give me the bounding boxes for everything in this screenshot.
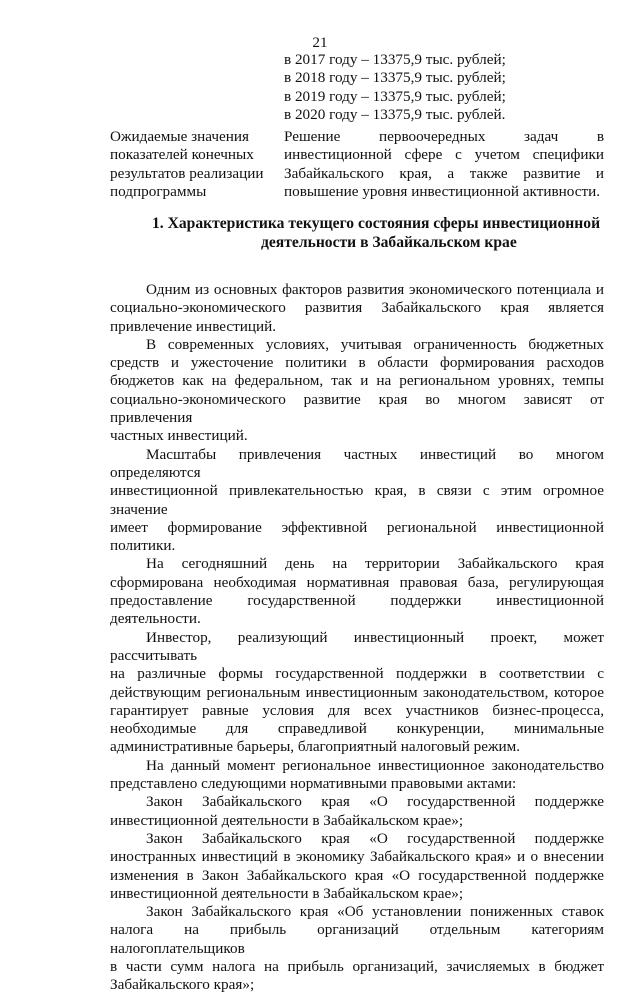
body-paragraph (110, 830, 604, 903)
paragraph-line: изменения в Закон Забайкальского края «О государственной поддержке (110, 866, 604, 884)
section-heading (110, 214, 604, 252)
paragraph-line: социально-экономического развития Забайкальского края является (110, 299, 604, 317)
expected-label-line: результатов реализации (110, 164, 264, 182)
section-heading-line-2: деятельности в Забайкальском крае (261, 234, 517, 251)
paragraph-line: Закон Забайкальского края «О государственной поддержке (146, 829, 604, 847)
funding-year-2017: в 2017 году – 13375,9 тыс. рублей; (284, 51, 506, 68)
paragraph-line: предоставление государственной поддержки инвестиционной деятельности. (110, 592, 604, 628)
paragraph-line: имеет формирование эффективной региональной инвестиционной политики. (110, 518, 604, 555)
body-paragraph (110, 281, 604, 336)
section-heading-line-1: 1. Характеристика текущего состояния сферы инвестиционной (152, 215, 601, 232)
paragraph-line: На данный момент региональное инвестиционное законодательство (146, 756, 604, 774)
paragraph-line: Одним из основных факторов развития экономического потенциала и (146, 281, 604, 298)
expected-label-line: показателей конечных (110, 146, 254, 164)
paragraph-line: частных инвестиций. (110, 427, 248, 445)
body-text (110, 281, 604, 995)
paragraph-line: инвестиционной деятельности в Забайкальском крае»; (110, 884, 464, 902)
paragraph-line: на различные формы государственной поддержки в соответствии с (110, 665, 604, 683)
expected-label-line: подпрограммы (110, 182, 207, 200)
expected-text-line: инвестиционной сфере с учетом специфики (284, 146, 604, 164)
body-paragraph (110, 793, 604, 830)
expected-results-label (110, 128, 275, 201)
paragraph-line: Забайкальского края»; (110, 976, 255, 994)
expected-text-line: Решение первоочередных задач в (284, 128, 604, 145)
page-number: 21 (312, 34, 328, 51)
paragraph-line: социально-экономического развитие края во многом зависят от привлечения (110, 390, 604, 427)
paragraph-line: средств и ужесточение политики в области формирования расходов (110, 354, 604, 372)
funding-year-2020: в 2020 году – 13375,9 тыс. рублей. (284, 105, 506, 123)
paragraph-line: Масштабы привлечения частных инвестиций во многом определяются (110, 445, 604, 481)
body-paragraph (110, 757, 604, 794)
paragraph-line: Закон Забайкальского края «О государственной поддержке (146, 793, 604, 811)
body-paragraph (110, 555, 604, 628)
paragraph-line: действующим региональным инвестиционным законодательством, которое (110, 683, 604, 701)
expected-label-line: Ожидаемые значения (110, 128, 250, 145)
paragraph-line: Закон Забайкальского края «Об установлении пониженных ставок (146, 903, 604, 921)
paragraph-line: привлечение инвестиций. (110, 317, 277, 335)
paragraph-line: В современных условиях, учитывая ограниченность бюджетных (146, 335, 604, 353)
body-paragraph (110, 629, 604, 757)
funding-by-year (284, 51, 604, 124)
paragraph-line: представлено следующими нормативными правовыми актами: (110, 775, 517, 793)
funding-year-2019: в 2019 году – 13375,9 тыс. рублей; (284, 87, 506, 105)
body-paragraph (110, 336, 604, 446)
paragraph-line: налога на прибыль организаций отдельным категориям налогоплательщиков (110, 921, 604, 957)
body-paragraph (110, 446, 604, 556)
paragraph-line: сформирована необходимая нормативная правовая база, регулирующая (110, 573, 604, 591)
paragraph-line: Инвестор, реализующий инвестиционный проект, может рассчитывать (110, 628, 604, 664)
expected-text-line: Забайкальского края, а также развитие и (284, 164, 604, 182)
paragraph-line: бюджетов как на федеральном, так и на региональном уровнях, темпы (110, 372, 604, 390)
expected-text-line: повышение уровня инвестиционной активности. (284, 182, 601, 200)
paragraph-line: в части сумм налога на прибыль организаций, зачисляемых в бюджет (110, 957, 604, 975)
paragraph-line: административные барьеры, благоприятный налоговый режим. (110, 738, 521, 756)
paragraph-line: иностранных инвестиций в экономику Забайкальского края» и о внесении (110, 848, 604, 866)
expected-results-text (284, 128, 604, 201)
body-paragraph (110, 903, 604, 994)
funding-year-2018: в 2018 году – 13375,9 тыс. рублей; (284, 69, 506, 87)
paragraph-line: инвестиционной привлекательностью края, в связи с этим огромное значение (110, 482, 604, 518)
paragraph-line: На сегодняшний день на территории Забайкальского края (146, 555, 604, 573)
paragraph-line: гарантирует равные условия для всех участников бизнес-процесса, (110, 701, 604, 719)
paragraph-line: инвестиционной деятельности в Забайкальском крае»; (110, 811, 464, 829)
paragraph-line: необходимые для справедливой конкуренции, минимальные (110, 720, 604, 738)
